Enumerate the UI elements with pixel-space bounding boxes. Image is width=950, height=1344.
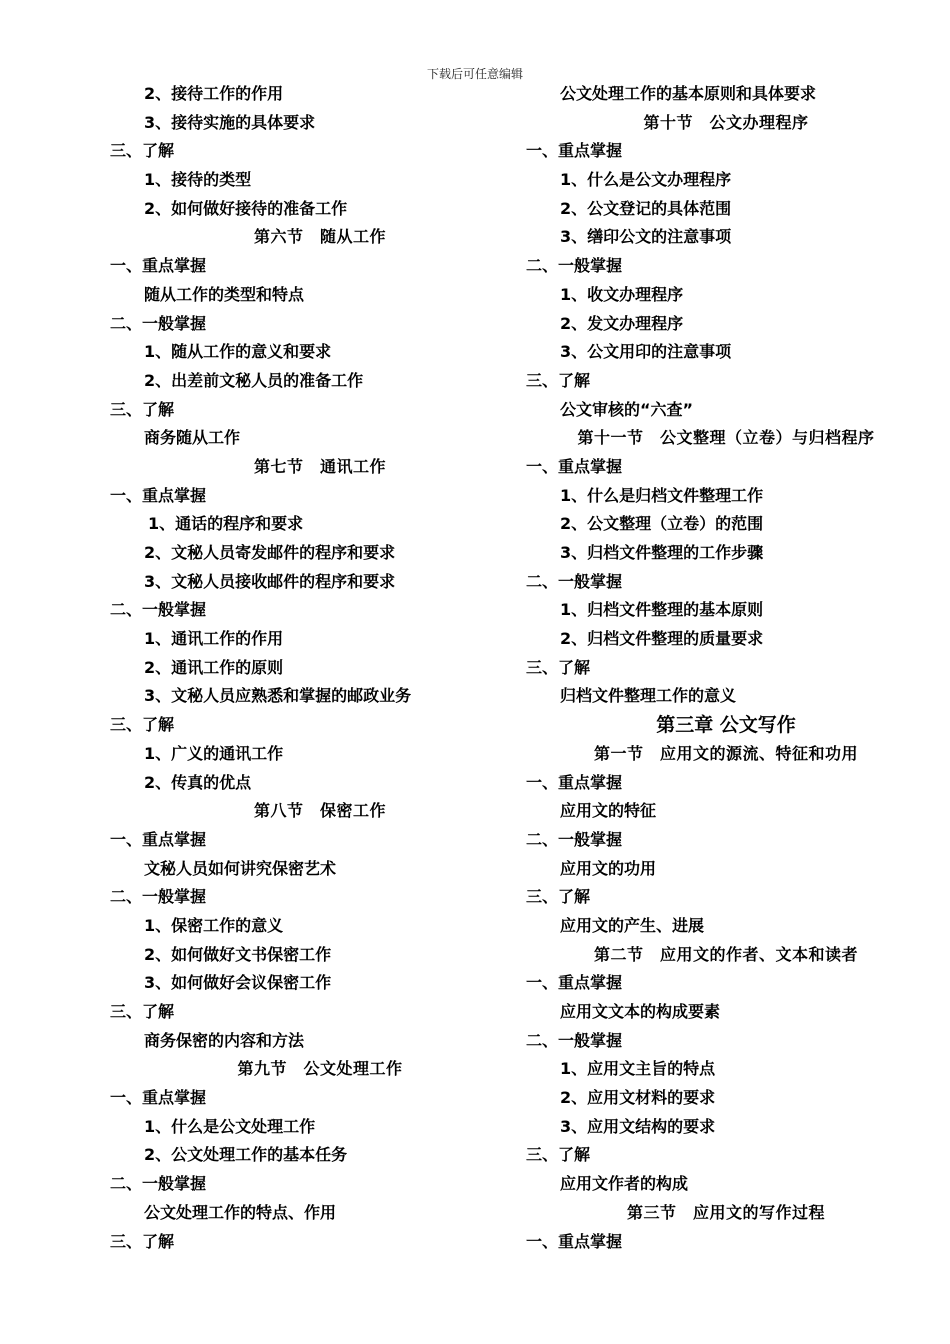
outline-level-heading: 一、重点掌握 [110, 1088, 207, 1108]
outline-item: 2、公文登记的具体范围 [560, 198, 732, 218]
outline-item: 3、如何做好会议保密工作 [144, 973, 332, 993]
outline-level-heading: 三、了解 [110, 715, 175, 735]
outline-item: 3、接待实施的具体要求 [144, 112, 316, 132]
outline-item: 3、归档文件整理的工作步骤 [560, 543, 764, 562]
outline-level-heading: 二、一般掌握 [526, 256, 623, 276]
chapter-title: 第三章 公文写作 [656, 714, 796, 737]
outline-level-heading: 三、了解 [526, 887, 591, 907]
section-title: 第六节 随从工作 [253, 227, 386, 247]
section-title: 第九节 公文处理工作 [237, 1059, 403, 1079]
outline-level-heading: 三、了解 [526, 370, 591, 390]
outline-level-heading: 一、重点掌握 [110, 256, 207, 276]
outline-item: 应用文文本的构成要素 [560, 1002, 721, 1021]
outline-level-heading: 一、重点掌握 [110, 829, 207, 849]
outline-level-heading: 三、了解 [526, 657, 591, 677]
right-column [526, 80, 926, 1256]
outline-item: 1、广义的通讯工作 [144, 743, 284, 763]
outline-item: 1、归档文件整理的基本原则 [560, 600, 764, 620]
outline-level-heading: 一、重点掌握 [526, 1231, 623, 1251]
outline-item: 归档文件整理工作的意义 [560, 686, 737, 706]
outline-level-heading: 三、了解 [110, 399, 175, 419]
outline-item: 2、传真的优点 [144, 772, 252, 792]
outline-item: 1、通话的程序和要求 [148, 514, 304, 534]
section-title: 第二节 应用文的作者、文本和读者 [593, 944, 858, 964]
outline-item: 商务随从工作 [144, 428, 241, 448]
outline-item: 2、公文处理工作的基本任务 [144, 1145, 348, 1165]
outline-level-heading: 三、了解 [526, 1145, 591, 1165]
outline-item: 应用文的功用 [560, 858, 657, 878]
outline-item: 3、公文用印的注意事项 [560, 342, 732, 362]
outline-item: 公文处理工作的基本原则和具体要求 [560, 84, 817, 103]
outline-item: 1、通讯工作的作用 [144, 629, 284, 649]
outline-item: 公文处理工作的特点、作用 [144, 1202, 337, 1222]
outline-item: 2、发文办理程序 [560, 313, 684, 333]
outline-level-heading: 一、重点掌握 [526, 141, 623, 161]
outline-level-heading: 一、重点掌握 [526, 456, 623, 476]
outline-level-heading: 三、了解 [110, 141, 175, 161]
outline-item: 3、文秘人员接收邮件的程序和要求 [144, 571, 396, 591]
outline-item: 1、应用文主旨的特点 [560, 1059, 716, 1079]
outline-item: 1、保密工作的意义 [144, 915, 284, 935]
outline-item: 商务保密的内容和方法 [144, 1030, 305, 1050]
outline-item: 文秘人员如何讲究保密艺术 [144, 858, 337, 878]
outline-item: 1、随从工作的意义和要求 [144, 342, 332, 362]
outline-item: 1、什么是归档文件整理工作 [560, 485, 764, 505]
outline-level-heading: 二、一般掌握 [110, 887, 207, 907]
outline-level-heading: 三、了解 [110, 1231, 175, 1251]
section-title: 第七节 通讯工作 [253, 456, 386, 476]
section-title: 第三节 应用文的写作过程 [626, 1202, 825, 1222]
outline-item: 2、出差前文秘人员的准备工作 [144, 370, 364, 390]
outline-level-heading: 二、一般掌握 [526, 1030, 623, 1050]
outline-level-heading: 一、重点掌握 [526, 973, 623, 993]
outline-item: 2、归档文件整理的质量要求 [560, 629, 764, 649]
outline-level-heading: 二、一般掌握 [526, 571, 623, 591]
outline-item: 3、文秘人员应熟悉和掌握的邮政业务 [144, 686, 412, 706]
outline-level-heading: 二、一般掌握 [110, 1174, 207, 1194]
outline-level-heading: 二、一般掌握 [110, 313, 207, 333]
outline-item: 应用文的产生、进展 [560, 915, 705, 935]
outline-level-heading: 二、一般掌握 [110, 600, 207, 620]
section-title: 第十节 公文办理程序 [643, 112, 809, 132]
outline-item: 应用文的特征 [560, 801, 657, 821]
outline-item: 2、通讯工作的原则 [144, 657, 284, 677]
outline-item: 1、什么是公文处理工作 [144, 1116, 316, 1136]
section-title: 第八节 保密工作 [253, 801, 386, 821]
outline-item: 2、接待工作的作用 [144, 84, 284, 103]
page-header: 下载后可任意编辑 [426, 67, 523, 81]
outline-item: 2、应用文材料的要求 [560, 1088, 716, 1108]
outline-item: 3、缮印公文的注意事项 [560, 227, 732, 247]
outline-item: 随从工作的类型和特点 [144, 284, 305, 304]
section-title: 第一节 应用文的源流、特征和功用 [593, 743, 858, 763]
outline-level-heading: 二、一般掌握 [526, 829, 623, 849]
outline-item: 2、公文整理（立卷）的范围 [560, 514, 764, 534]
outline-level-heading: 一、重点掌握 [110, 485, 207, 505]
outline-item: 2、如何做好接待的准备工作 [144, 198, 348, 218]
left-column [110, 80, 530, 1256]
outline-level-heading: 三、了解 [110, 1002, 175, 1021]
outline-item: 2、如何做好文书保密工作 [144, 944, 332, 964]
outline-item: 应用文作者的构成 [560, 1174, 689, 1194]
section-title: 第十一节 公文整理（立卷）与归档程序 [577, 428, 875, 448]
outline-item: 1、接待的类型 [144, 170, 252, 190]
outline-item: 1、收文办理程序 [560, 284, 684, 304]
outline-level-heading: 一、重点掌握 [526, 772, 623, 792]
outline-item: 1、什么是公文办理程序 [560, 170, 732, 190]
outline-item: 2、文秘人员寄发邮件的程序和要求 [144, 543, 396, 562]
outline-item: 公文审核的“六查” [560, 399, 694, 419]
outline-item: 3、应用文结构的要求 [560, 1116, 716, 1136]
